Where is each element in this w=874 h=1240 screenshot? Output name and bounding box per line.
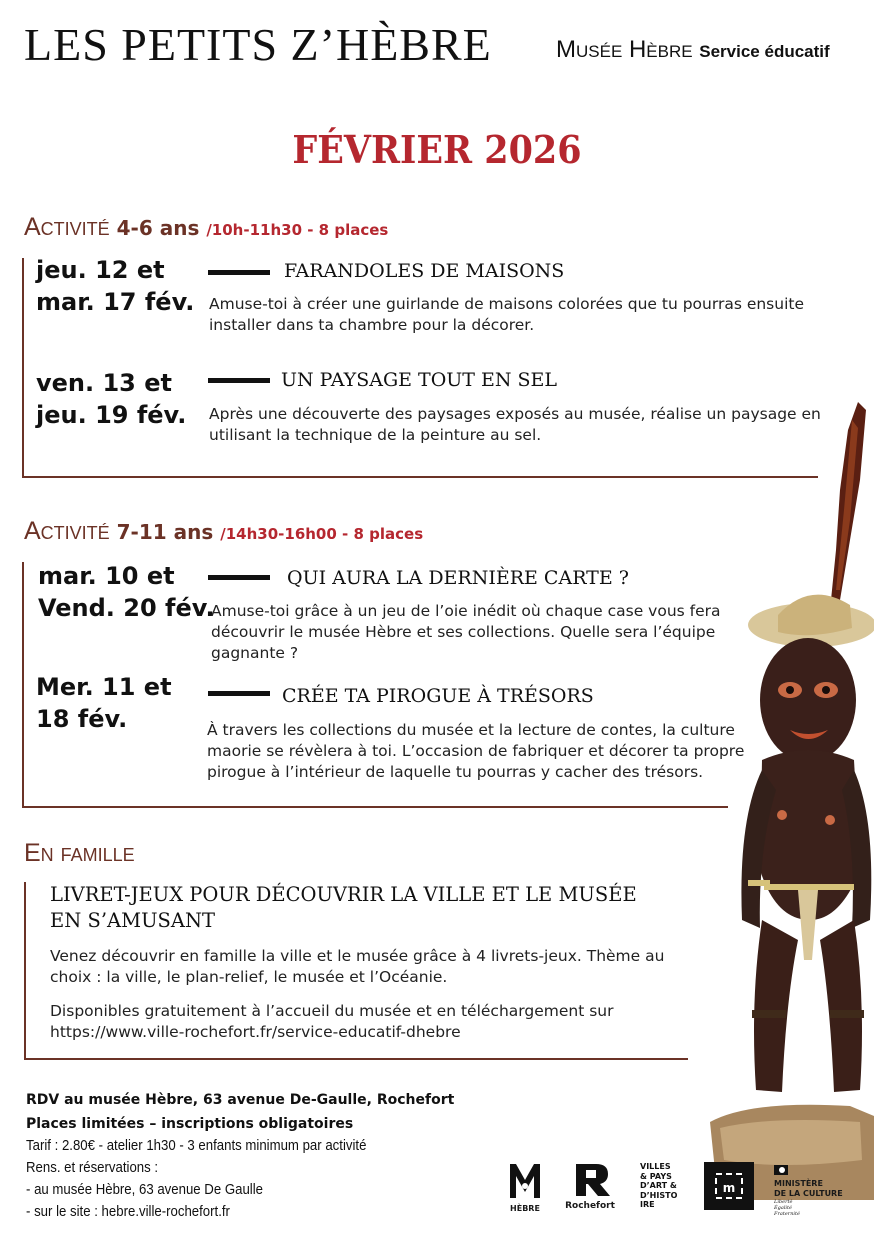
family-heading: En famille [24, 839, 135, 867]
right-pupil [822, 686, 830, 694]
ministere-line-1: MINISTÈRE [774, 1179, 823, 1188]
desc-line: gagnante ? [211, 644, 299, 662]
tarif: Tarif : 2.80€ - atelier 1h30 - 3 enfants minimum par activité [26, 1137, 367, 1154]
activity-description [211, 601, 771, 664]
date-line: mar. 10 et [38, 562, 175, 590]
left-chest-mark [777, 810, 787, 820]
month-title: FÉVRIER 2026 [292, 127, 582, 172]
desc-line: Disponibles gratuitement à l’accueil du musée et en téléchargement sur [50, 1002, 614, 1020]
belt [764, 884, 854, 890]
section-label: Activité [24, 517, 110, 545]
hat-crown [778, 595, 852, 636]
service-label: Service éducatif [699, 42, 830, 61]
rens-label: Rens. et réservations : [26, 1159, 159, 1176]
section-2-border [22, 562, 24, 808]
museum-label: Musée Hèbre [556, 36, 693, 63]
right-knee-band [830, 1010, 864, 1018]
rochefort-logo-text: Rochefort [565, 1201, 615, 1211]
right-leg [820, 920, 862, 1092]
family-description [50, 946, 690, 988]
section-ages: 7-11 ans [116, 520, 214, 544]
ministere-culture-logo [774, 1160, 868, 1217]
title-dash [208, 575, 270, 580]
museum-name [556, 36, 830, 66]
ministere-motto: Liberté Égalité Fraternité [774, 1199, 800, 1217]
date-line: jeu. 19 fév. [36, 401, 187, 429]
desc-line: À travers les collections du musée et la lecture de contes, la culture [207, 721, 735, 739]
musees-de-france-logo [704, 1162, 754, 1210]
ministere-line-2: DE LA CULTURE [774, 1189, 843, 1198]
rochefort-logo [560, 1162, 620, 1212]
activity-date [36, 671, 172, 735]
rens-site[interactable]: - sur le site : hebre.ville-rochefort.fr [26, 1203, 230, 1220]
section-1-border [22, 258, 24, 478]
oceanic-statue-illustration [690, 400, 874, 1200]
date-line: jeu. 12 et [36, 256, 165, 284]
desc-line: découvrir le musée Hèbre et ses collections. Quelle sera l’équipe [211, 623, 716, 641]
activity-title: UN PAYSAGE TOUT EN SEL [281, 369, 558, 391]
section-details: /14h30-16h00 - 8 places [220, 525, 424, 543]
musee-de-france-icon [704, 1162, 754, 1210]
desc-line: pirogue à l’intérieur de laquelle tu pourras y cacher des trésors. [207, 763, 704, 781]
desc-line: maorie se révèlera à toi. L’occasion de fabriquer et décorer ta propre [207, 742, 745, 760]
statue-base-top [720, 1120, 862, 1165]
section-7-11-heading [24, 516, 423, 549]
hebre-logo [508, 1162, 542, 1212]
family-title-line: LIVRET-JEUX POUR DÉCOUVRIR LA VILLE ET LE MUSÉE [50, 883, 637, 906]
hebre-logo-text: HÈBRE [510, 1204, 540, 1213]
activity-title: QUI AURA LA DERNIÈRE CARTE ? [287, 567, 629, 589]
svg-text:m: m [722, 1181, 736, 1195]
activity-date [36, 367, 186, 431]
desc-line: installer dans ta chambre pour la décorer. [209, 316, 535, 334]
left-leg [754, 920, 798, 1092]
family-border [24, 882, 26, 1060]
activity-title: FARANDOLES DE MAISONS [284, 260, 565, 282]
title-dash [208, 270, 270, 275]
marianne-icon [774, 1165, 788, 1175]
rochefort-logo-mark-icon [560, 1162, 620, 1196]
family-availability [50, 1001, 690, 1043]
villes-art-text: VILLES & PAYS D’ART & D’HISTOIRE [640, 1162, 678, 1210]
section-label: Activité [24, 213, 110, 241]
loincloth [798, 890, 818, 960]
desc-line: Amuse-toi à créer une guirlande de maisons colorées que tu pourras ensuite [209, 295, 805, 313]
activity-date [36, 254, 194, 318]
desc-line: choix : la ville, le plan-relief, le musée et l’Océanie. [50, 968, 448, 986]
family-title-line: EN S’AMUSANT [50, 909, 216, 932]
section-ages: 4-6 ans [116, 216, 200, 240]
activity-title: CRÉE TA PIROGUE À TRÉSORS [282, 685, 594, 707]
section-details: /10h-11h30 - 8 places [206, 221, 389, 239]
date-line: Vend. 20 fév. [38, 594, 215, 622]
title-dash [208, 378, 270, 383]
desc-line: Venez découvrir en famille la ville et le musée grâce à 4 livrets-jeux. Thème au [50, 947, 665, 965]
section-2-bottom-rule [22, 806, 728, 808]
date-line: mar. 17 fév. [36, 288, 195, 316]
family-bottom-rule [24, 1058, 688, 1060]
activity-description [207, 720, 767, 783]
page-title: LES PETITS Z’HÈBRE [24, 19, 492, 70]
rens-museum: - au musée Hèbre, 63 avenue De Gaulle [26, 1181, 264, 1198]
left-pupil [786, 686, 794, 694]
family-title [50, 882, 710, 934]
title-dash [208, 691, 270, 696]
date-line: Mer. 11 et [36, 673, 172, 701]
right-chest-mark [825, 815, 835, 825]
section-4-6-heading [24, 212, 388, 245]
head [760, 638, 856, 762]
download-link[interactable]: https://www.ville-rochefort.fr/service-educatif-dhebre [50, 1023, 461, 1041]
desc-line: Amuse-toi grâce à un jeu de l’oie inédit où chaque case vous fera [211, 602, 721, 620]
activity-date [38, 560, 215, 624]
places-limited: Places limitées – inscriptions obligatoires [26, 1116, 354, 1132]
date-line: 18 fév. [36, 705, 128, 733]
desc-line: Après une découverte des paysages exposés au musée, réalise un paysage en [209, 405, 821, 423]
desc-line: utilisant la technique de la peinture au sel. [209, 426, 542, 444]
hebre-logo-mark-icon [508, 1162, 542, 1200]
left-knee-band [752, 1010, 786, 1018]
villes-art-histoire-logo [640, 1162, 678, 1210]
activity-description [209, 294, 829, 336]
rdv-address: RDV au musée Hèbre, 63 avenue De-Gaulle, Rochefort [26, 1092, 455, 1108]
date-line: ven. 13 et [36, 369, 172, 397]
